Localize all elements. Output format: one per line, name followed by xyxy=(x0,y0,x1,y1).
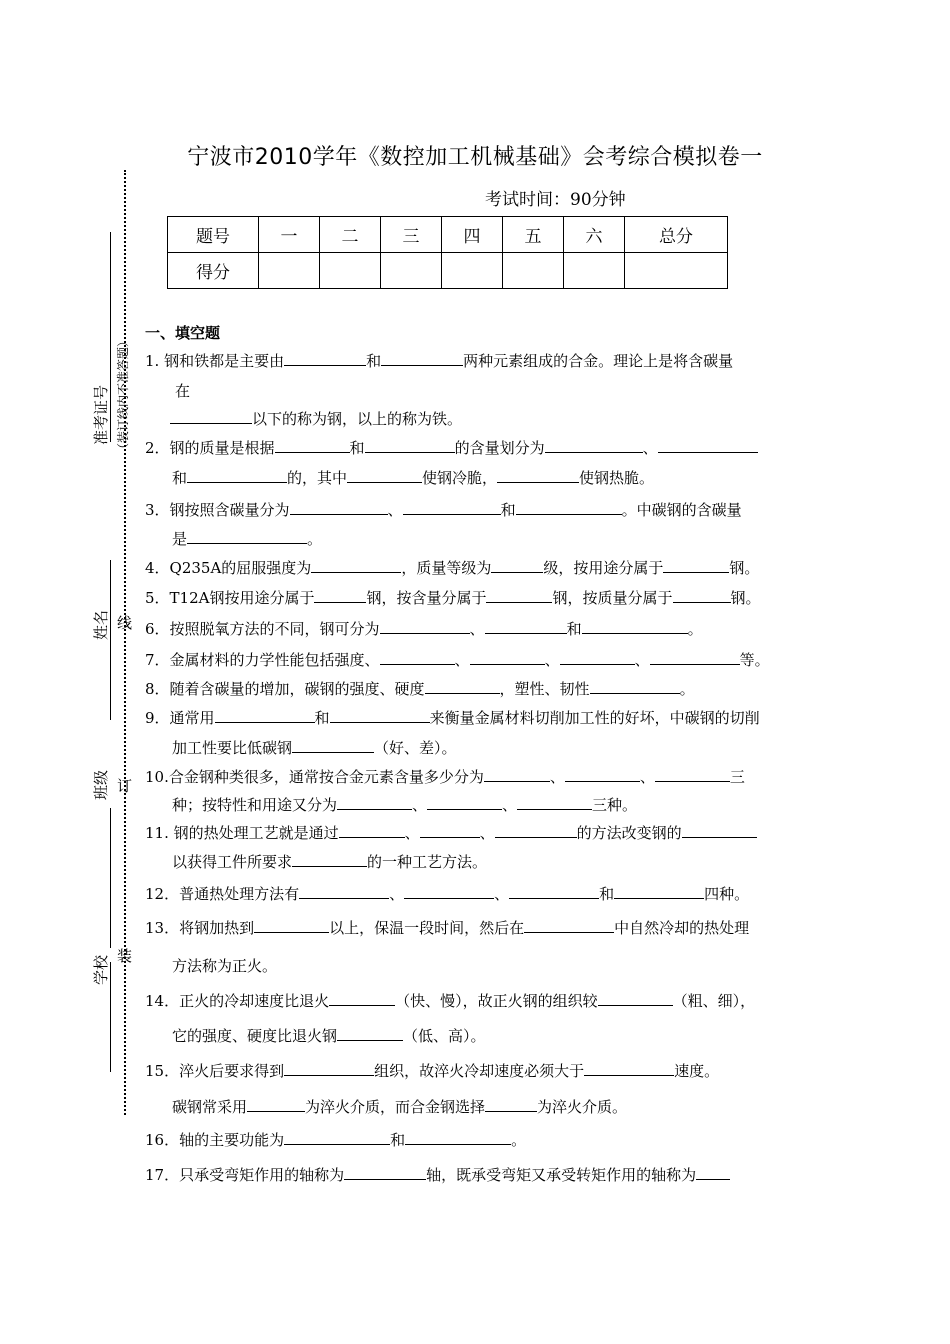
header-cell: 总分 xyxy=(625,217,728,253)
answer-blank[interactable] xyxy=(590,679,680,694)
answer-blank[interactable] xyxy=(517,795,592,810)
school-label: 学校 xyxy=(92,954,110,985)
answer-blank[interactable] xyxy=(247,1097,305,1112)
question-7: 7．金属材料的力学性能包括强度、 、 、 、 等。 xyxy=(145,651,770,669)
question-15: 15．淬火后要求得到 组织，故淬火冷却速度必须大于 速度。 xyxy=(145,1062,720,1080)
answer-blank[interactable] xyxy=(614,884,704,899)
header-cell: 一 xyxy=(259,217,320,253)
question-10-cont: 种；按特性和用途又分为 、 、 三种。 xyxy=(172,796,638,814)
question-13: 13．将钢加热到 以上，保温一段时间，然后在 中自然冷却的热处理 xyxy=(145,919,750,937)
admission-label: 准考证号 xyxy=(92,384,110,445)
answer-blank[interactable] xyxy=(485,619,567,634)
question-2: 2．钢的质量是根据 和 的含量划分为 、 xyxy=(145,437,758,458)
answer-blank[interactable] xyxy=(470,650,545,665)
answer-blank[interactable] xyxy=(582,619,688,634)
question-2-cont: 和 的，其中 使钢冷脆， 使钢热脆。 xyxy=(172,469,655,487)
question-4: 4．Q235A的屈服强度为 ，质量等级为 级，按用途分属于 钢。 xyxy=(145,559,760,577)
header-cell: 四 xyxy=(442,217,503,253)
score-table-header-row xyxy=(168,217,728,253)
answer-blank[interactable] xyxy=(545,438,643,453)
answer-blank[interactable] xyxy=(292,738,374,753)
answer-blank[interactable] xyxy=(337,1026,403,1041)
question-8: 8．随着含碳量的增加，碳钢的强度、硬度 ，塑性、韧性 。 xyxy=(145,680,695,698)
answer-blank[interactable] xyxy=(403,500,501,515)
header-cell: 六 xyxy=(564,217,625,253)
answer-blank[interactable] xyxy=(427,795,502,810)
answer-blank[interactable] xyxy=(314,588,366,603)
answer-blank[interactable] xyxy=(404,884,494,899)
answer-blank[interactable] xyxy=(187,529,307,544)
binding-mark-ding: 订 xyxy=(117,777,133,795)
question-5: 5．T12A钢按用途分属于 钢，按含量分属于 钢，按质量分属于 钢。 xyxy=(145,589,761,607)
answer-blank[interactable] xyxy=(381,351,463,366)
answer-blank[interactable] xyxy=(560,650,635,665)
question-1-cont: 在 xyxy=(175,382,191,400)
answer-blank[interactable] xyxy=(329,991,395,1006)
answer-blank[interactable] xyxy=(497,468,579,483)
answer-blank[interactable] xyxy=(215,708,315,723)
question-6: 6．按照脱氧方法的不同，钢可分为 、 和 。 xyxy=(145,620,703,638)
answer-blank[interactable] xyxy=(655,767,730,782)
score-table xyxy=(167,216,728,289)
answer-blank[interactable] xyxy=(339,823,405,838)
score-table-score-row xyxy=(168,253,728,289)
name-line xyxy=(110,560,111,720)
question-11: 11. 钢的热处理工艺就是通过 、 、 的方法改变钢的 xyxy=(145,822,757,843)
question-13-cont: 方法称为正火。 xyxy=(172,957,278,975)
question-9: 9．通常用 和 来衡量金属材料切削加工性的好坏，中碳钢的切削 xyxy=(145,709,760,727)
answer-blank[interactable] xyxy=(650,650,740,665)
question-3-cont: 是 。 xyxy=(172,530,323,548)
question-11-cont: 以获得工件所要求 的一种工艺方法。 xyxy=(172,853,488,871)
answer-blank[interactable] xyxy=(405,1130,511,1145)
answer-blank[interactable] xyxy=(347,468,422,483)
question-15-cont: 碳钢常采用 为淬火介质，而合金钢选择 为淬火介质。 xyxy=(172,1098,628,1116)
exam-time: 考试时间：90分钟 xyxy=(485,190,626,210)
answer-blank[interactable] xyxy=(337,795,412,810)
answer-blank[interactable] xyxy=(491,558,543,573)
answer-blank[interactable] xyxy=(275,438,350,453)
score-cell[interactable] xyxy=(442,253,503,289)
answer-blank[interactable] xyxy=(365,438,455,453)
score-cell[interactable] xyxy=(564,253,625,289)
page-title: 宁波市2010学年《数控加工机械基础》会考综合模拟卷一 xyxy=(187,145,763,170)
class-label: 班级 xyxy=(92,769,110,800)
answer-blank[interactable] xyxy=(673,588,731,603)
answer-blank[interactable] xyxy=(484,767,550,782)
answer-blank[interactable] xyxy=(509,884,599,899)
answer-blank[interactable] xyxy=(584,1061,674,1076)
question-16: 16．轴的主要功能为 和 。 xyxy=(145,1131,527,1149)
answer-blank[interactable] xyxy=(598,991,673,1006)
answer-blank[interactable] xyxy=(330,708,430,723)
answer-blank[interactable] xyxy=(420,823,480,838)
answer-blank[interactable] xyxy=(187,468,287,483)
question-1: 1. 钢和铁都是主要由 和 两种元素组成的合金。理论上是将含碳量 xyxy=(145,352,734,370)
answer-blank[interactable] xyxy=(284,351,366,366)
answer-blank[interactable] xyxy=(344,1165,426,1180)
no-answer-note: （装订线内不准答题） xyxy=(116,334,130,455)
row-label-cell: 得分 xyxy=(168,253,259,289)
name-label: 姓名 xyxy=(92,609,110,640)
answer-blank[interactable] xyxy=(696,1165,730,1180)
answer-blank[interactable] xyxy=(311,558,401,573)
question-9-cont: 加工性要比低碳钢 （好、差）。 xyxy=(172,739,457,757)
answer-blank[interactable] xyxy=(663,558,729,573)
answer-blank[interactable] xyxy=(292,852,367,867)
binding-mark-xian: 线 xyxy=(117,614,133,632)
score-cell[interactable] xyxy=(320,253,381,289)
answer-blank[interactable] xyxy=(516,500,622,515)
answer-blank[interactable] xyxy=(284,1061,374,1076)
score-cell[interactable] xyxy=(503,253,564,289)
answer-blank[interactable] xyxy=(284,1130,390,1145)
question-14: 14．正火的冷却速度比退火 （快、慢），故正火钢的组织较 （粗、细）， xyxy=(145,992,756,1010)
binding-dotted-line xyxy=(124,170,126,1115)
answer-blank[interactable] xyxy=(658,438,758,453)
answer-blank[interactable] xyxy=(495,823,577,838)
question-1-cont2: 以下的称为钢，以上的称为铁。 xyxy=(170,408,462,429)
binding-mark-zhuang: 装 xyxy=(117,947,133,965)
answer-blank[interactable] xyxy=(380,650,455,665)
answer-blank[interactable] xyxy=(380,619,470,634)
question-12: 12．普通热处理方法有 、 、 和 四种。 xyxy=(145,885,750,903)
question-10: 10.合金钢种类很多，通常按合金元素含量多少分为 、 、 三 xyxy=(145,768,745,786)
score-cell[interactable] xyxy=(259,253,320,289)
header-cell: 二 xyxy=(320,217,381,253)
section-heading: 一、填空题 xyxy=(145,324,221,342)
answer-blank[interactable] xyxy=(486,588,552,603)
answer-blank[interactable] xyxy=(299,884,389,899)
answer-blank[interactable] xyxy=(682,823,757,838)
answer-blank[interactable] xyxy=(290,500,388,515)
score-cell[interactable] xyxy=(381,253,442,289)
answer-blank[interactable] xyxy=(524,918,614,933)
class-line xyxy=(110,808,111,948)
answer-blank[interactable] xyxy=(254,918,329,933)
answer-blank[interactable] xyxy=(485,1097,537,1112)
score-cell[interactable] xyxy=(625,253,728,289)
question-17: 17．只承受弯矩作用的轴称为 轴，既承受弯矩又承受转矩作用的轴称为 xyxy=(145,1164,730,1185)
answer-blank[interactable] xyxy=(170,409,252,424)
question-3: 3．钢按照含碳量分为 、 和 。中碳钢的含碳量 xyxy=(145,501,742,519)
header-cell: 三 xyxy=(381,217,442,253)
header-cell: 五 xyxy=(503,217,564,253)
answer-blank[interactable] xyxy=(565,767,640,782)
question-14-cont: 它的强度、硬度比退火钢 （低、高）。 xyxy=(172,1027,486,1045)
answer-blank[interactable] xyxy=(425,679,500,694)
header-cell: 题号 xyxy=(168,217,259,253)
